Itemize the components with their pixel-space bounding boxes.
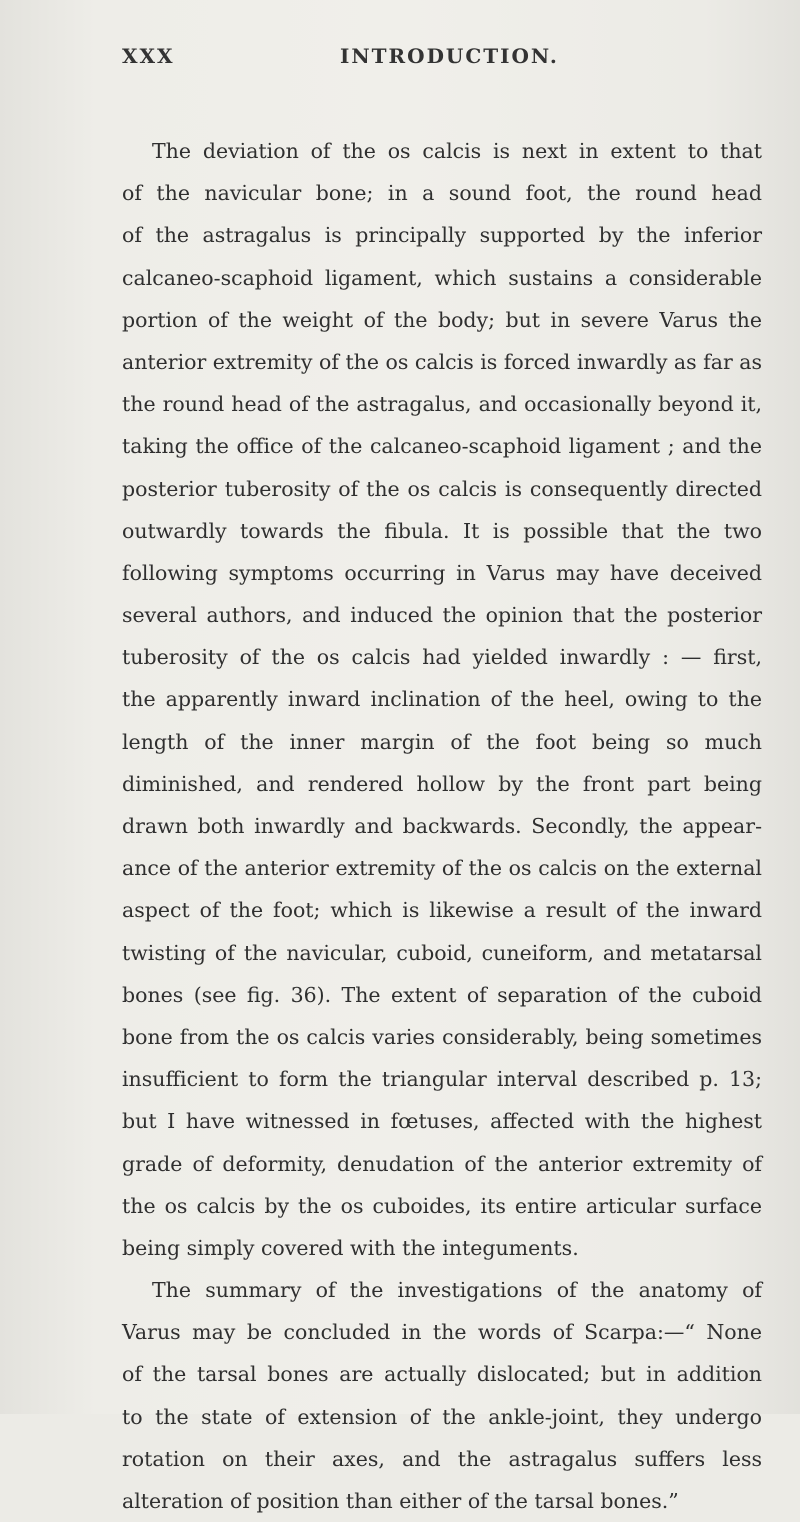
text-line: following symptoms occurring in Varus may have deceived [122, 560, 762, 585]
text-line: tuberosity of the os calcis had yielded inwardly : — first, [122, 645, 762, 670]
text-line: The summary of the investigations of the anatomy of [152, 1278, 762, 1303]
text-line: Varus may be concluded in the words of Scarpa:—“ None [122, 1320, 762, 1345]
text-line: of the navicular bone; in a sound foot, the round head [122, 181, 762, 206]
text-line: taking the office of the calcaneo-scaphoid ligament ; and the [122, 434, 762, 459]
text-line: The deviation of the os calcis is next in extent to that [152, 139, 762, 163]
text-line: length of the inner margin of the foot being so much [122, 729, 762, 754]
text-line: of the tarsal bones are actually dislocated; but in addition [122, 1362, 762, 1387]
text-line: being simply covered with the integuments. [122, 1235, 579, 1260]
running-head [122, 44, 762, 78]
text-line: calcaneo-scaphoid ligament, which sustains a considerable [122, 265, 762, 290]
text-line: outwardly towards the fibula. It is possible that the two [122, 518, 762, 543]
paragraph-2 [122, 1269, 762, 1522]
text-line: portion of the weight of the body; but in severe Varus the [122, 307, 762, 332]
text-line: the apparently inward inclination of the heel, owing to the [122, 687, 762, 712]
page-number: XXX [122, 44, 175, 68]
text-line: several authors, and induced the opinion that the posterior [122, 603, 762, 628]
text-line: rotation on their axes, and the astragalus suffers less [122, 1446, 762, 1471]
text-line: to the state of extension of the ankle-joint, they undergo [122, 1404, 762, 1429]
text-line: posterior tuberosity of the os calcis is consequently directed [122, 476, 762, 501]
text-line: but I have witnessed in fœtuses, affected with the highest [122, 1109, 762, 1134]
text-line: alteration of position than either of the tarsal bones.” [122, 1489, 679, 1513]
text-line: insufficient to form the triangular interval described p. 13; [122, 1067, 762, 1092]
text-line: of the astragalus is principally supported by the inferior [122, 223, 762, 248]
text-line: the os calcis by the os cuboides, its entire articular surface [122, 1193, 762, 1218]
text-line: bones (see fig. 36). The extent of separation of the cuboid [122, 982, 762, 1007]
text-line: anterior extremity of the os calcis is forced inwardly as far as [122, 349, 763, 374]
body-text [122, 130, 762, 1522]
text-line: diminished, and rendered hollow by the front part being [122, 771, 762, 796]
text-line: the round head of the astragalus, and occasionally beyond it, [122, 392, 762, 417]
text-line: bone from the os calcis varies considerably, being sometimes [122, 1024, 762, 1049]
text-line: grade of deformity, denudation of the anterior extremity of [122, 1151, 762, 1176]
text-line: aspect of the foot; which is likewise a result of the inward [122, 898, 762, 923]
header-title: INTRODUCTION. [340, 44, 559, 68]
text-line: drawn both inwardly and backwards. Secondly, the appear- [122, 814, 762, 838]
text-line: ance of the anterior extremity of the os calcis on the external [122, 856, 762, 881]
paragraph-1 [122, 130, 762, 1269]
text-line: twisting of the navicular, cuboid, cuneiform, and metatarsal [122, 940, 762, 965]
